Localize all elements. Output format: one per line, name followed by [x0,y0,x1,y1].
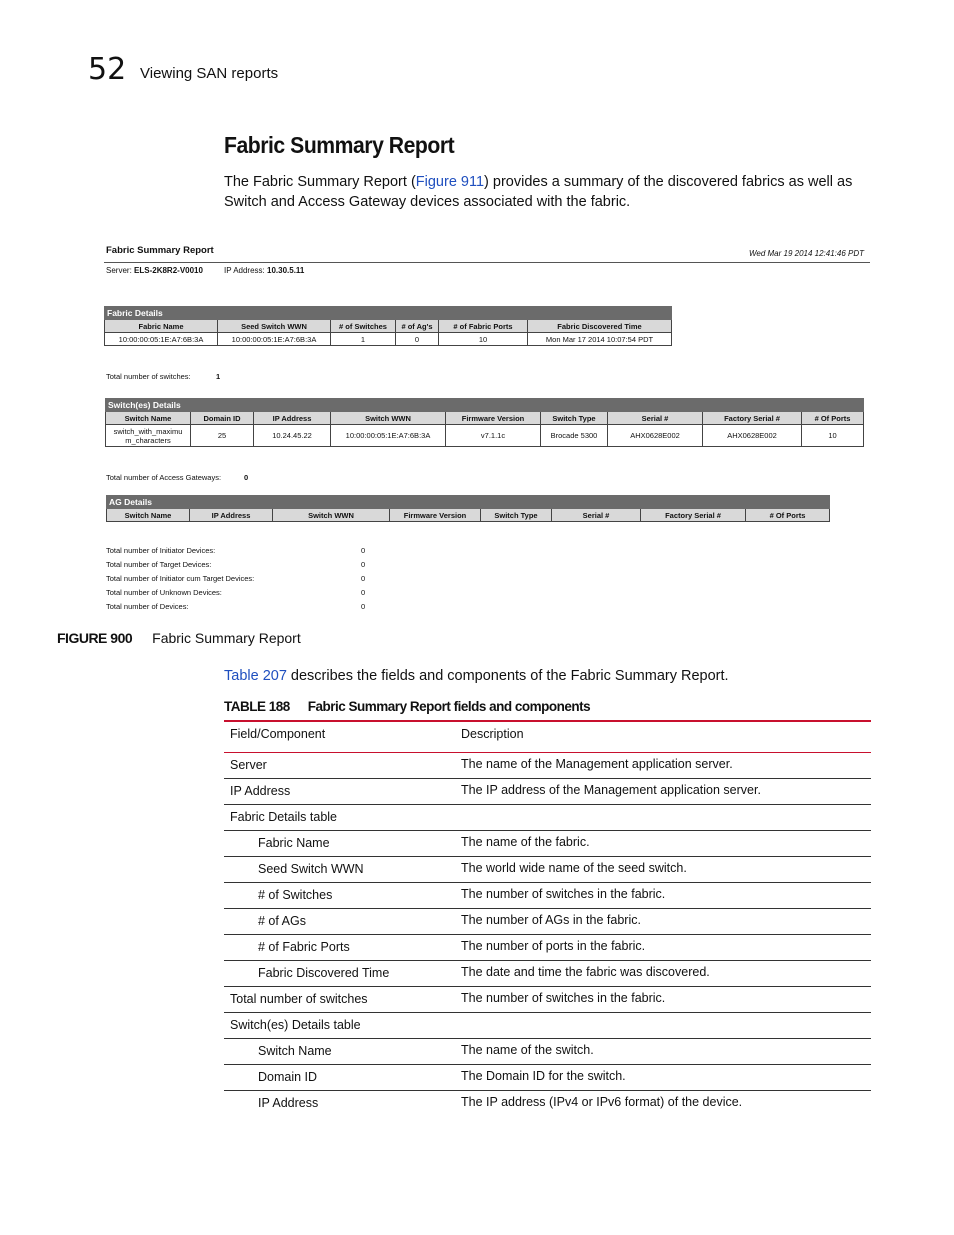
col-header: Switch Name [107,509,190,522]
col-header: Factory Serial # [641,509,746,522]
device-total-row [106,588,366,597]
table-reference [224,668,729,684]
col-header: Seed Switch WWN [218,320,331,333]
report-server [106,266,203,275]
device-total-label: Total number of Initiator cum Target Devices: [106,574,255,583]
table-cell: 10:00:00:05:1E:A7:6B:3A [331,425,446,447]
table-link[interactable]: Table 207 [224,668,287,684]
field-group [230,810,337,824]
col-header: Serial # [552,509,641,522]
total-switches [106,372,221,381]
col-header: # of Switches [331,320,396,333]
table-cell: 0 [396,333,439,346]
field-name: Fabric Details [230,809,307,824]
field-name: Fabric Name [258,835,330,850]
table-cell: 10:00:00:05:1E:A7:6B:3A [218,333,331,346]
col-header: Firmware Version [446,412,541,425]
table-row [224,987,871,1013]
field-description: The name of the switch. [461,1042,594,1057]
table-header-row [224,722,871,753]
col-header: # Of Ports [802,412,864,425]
table-cell: Mon Mar 17 2014 10:07:54 PDT [528,333,672,346]
total-ag-label: Total number of Access Gateways: [106,473,222,482]
field-suffix: table [330,1017,361,1032]
table-cell: 10 [439,333,528,346]
figure-caption [57,630,301,646]
section-title: Fabric Summary Report [224,132,455,158]
fabric-details-caption: Fabric Details [105,307,672,320]
device-total-row [106,546,366,555]
device-total-value: 0 [361,602,366,611]
field-name: Total number of switches [230,991,368,1006]
table-cell: switch_with_maximu m_characters [106,425,191,447]
total-switches-label: Total number of switches: [106,372,191,381]
col-header: IP Address [254,412,331,425]
col-header: Fabric Name [105,320,218,333]
field-name: Fabric Discovered Time [258,965,390,980]
device-total-row [106,574,366,583]
field-name: # of Switches [258,887,333,902]
field-description: The world wide name of the seed switch. [461,860,687,875]
table-caption-text: Fabric Summary Report fields and components [307,699,591,714]
table-row [224,1065,871,1091]
ag-details-table [106,495,830,522]
figure-label: FIGURE 900 [57,630,133,646]
field-description: The name of the Management application server. [461,756,733,771]
field-name: Switch(es) Details [230,1017,331,1032]
ag-details-caption: AG Details [107,496,830,509]
device-total-value: 0 [361,546,366,555]
figure-link[interactable]: Figure 911 [415,174,485,190]
chapter-number: 52 [88,52,127,87]
table-cell: AHX0628E002 [703,425,802,447]
device-total-value: 0 [361,574,366,583]
report-divider [104,262,870,263]
field-name: Server [230,757,267,772]
field-description: The Domain ID for the switch. [461,1068,626,1083]
field-name: Switch Name [258,1043,332,1058]
table-cell: 1 [331,333,396,346]
field-description: The number of AGs in the fabric. [461,912,641,927]
switch-details-caption: Switch(es) Details [106,399,864,412]
header-description: Description [461,726,524,741]
table-row [224,805,871,831]
figure-caption-text: Fabric Summary Report [152,630,301,646]
ip-value: 10.30.5.11 [267,266,305,275]
ip-label: IP Address: [224,266,265,275]
device-total-row [106,602,366,611]
fabric-details-table [104,306,672,346]
device-total-value: 0 [361,588,366,597]
switch-details-table [105,398,864,447]
col-header: # of Fabric Ports [439,320,528,333]
field-group [230,1018,361,1032]
table-cell: 10.24.45.22 [254,425,331,447]
intro-text-after: ) provides a summary of the discovered fabrics as well as Switch and Access Gateway devices associated with the fabric. [224,174,853,210]
col-header: Switch WWN [273,509,390,522]
device-total-label: Total number of Initiator Devices: [106,546,216,555]
table-row [224,935,871,961]
table-cell: Brocade 5300 [541,425,608,447]
col-header: IP Address [190,509,273,522]
table-row [224,961,871,987]
col-header: # of Ag's [396,320,439,333]
field-name: # of Fabric Ports [258,939,350,954]
chapter-title: Viewing SAN reports [140,65,279,82]
field-description: The IP address of the Management application server. [461,782,761,797]
col-header: Serial # [608,412,703,425]
table-row [224,1091,871,1116]
total-ag-value: 0 [244,473,249,482]
table-cell: 25 [191,425,254,447]
device-total-label: Total number of Devices: [106,602,189,611]
table-cell: 10 [802,425,864,447]
table-label: TABLE 188 [224,699,290,714]
col-header: Fabric Discovered Time [528,320,672,333]
table-row [224,1039,871,1065]
col-header: Firmware Version [390,509,481,522]
intro-text-before: The Fabric Summary Report ( [224,174,416,190]
table-row [224,831,871,857]
total-access-gateways [106,473,249,482]
report-title: Fabric Summary Report [106,245,214,256]
field-description: The name of the fabric. [461,834,590,849]
col-header: Switch Type [481,509,552,522]
device-total-value: 0 [361,560,366,569]
total-switches-value: 1 [216,372,221,381]
intro-paragraph [224,173,874,212]
table-row [224,857,871,883]
server-value: ELS-2K8R2-V0010 [134,266,203,275]
server-label: Server: [106,266,132,275]
field-description: The number of switches in the fabric. [461,990,666,1005]
device-total-label: Total number of Unknown Devices: [106,588,222,597]
col-header: # Of Ports [746,509,830,522]
table-cell: v7.1.1c [446,425,541,447]
col-header: Switch WWN [331,412,446,425]
device-total-label: Total number of Target Devices: [106,560,212,569]
field-name: Domain ID [258,1069,318,1084]
report-figure [104,240,872,620]
col-header: Domain ID [191,412,254,425]
field-suffix: table [306,809,338,824]
header-field: Field/Component [230,726,326,741]
table-row [224,909,871,935]
field-name: IP Address [258,1095,319,1110]
report-ip [224,266,304,275]
table-row [224,753,871,779]
field-name: # of AGs [258,913,306,928]
col-header: Factory Serial # [703,412,802,425]
table-cell: AHX0628E002 [608,425,703,447]
table-row [224,1013,871,1039]
fields-table [224,720,871,1116]
col-header: Switch Name [106,412,191,425]
field-name: Seed Switch WWN [258,861,364,876]
field-description: The number of ports in the fabric. [461,938,646,953]
table-caption [224,699,608,714]
device-total-row [106,560,366,569]
field-description: The IP address (IPv4 or IPv6 format) of the device. [461,1094,743,1109]
report-date: Wed Mar 19 2014 12:41:46 PDT [748,249,864,258]
col-header: Switch Type [541,412,608,425]
table-row [224,883,871,909]
table-row [224,779,871,805]
table-reference-text: describes the fields and components of the Fabric Summary Report. [286,668,729,684]
field-description: The number of switches in the fabric. [461,886,666,901]
field-description: The date and time the fabric was discovered. [461,964,710,979]
table-cell: 10:00:00:05:1E:A7:6B:3A [105,333,218,346]
field-name: IP Address [230,783,291,798]
